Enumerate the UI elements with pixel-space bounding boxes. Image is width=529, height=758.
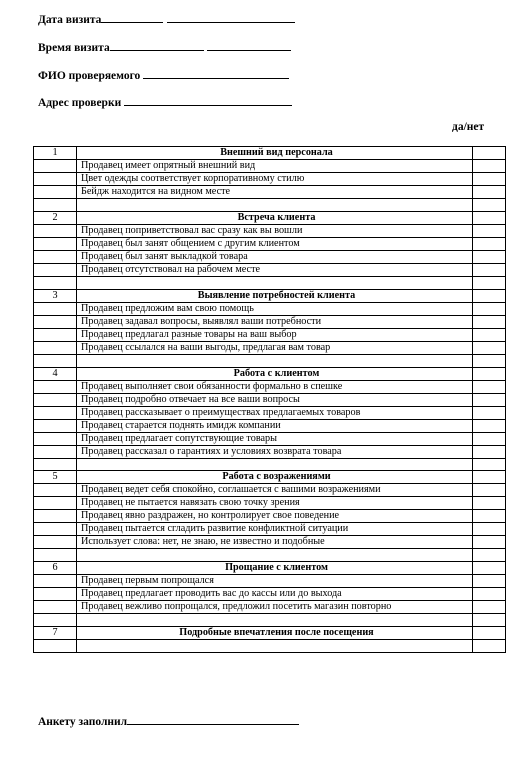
- number-cell: [34, 510, 77, 523]
- checklist-item-row: [34, 601, 506, 614]
- checklist-table: [33, 146, 506, 653]
- answer-cell[interactable]: [473, 237, 506, 250]
- checklist-item: Продавец предложим вам свою помощь: [77, 302, 473, 315]
- visit-date-label: Дата визита: [38, 14, 102, 26]
- filled-by-row: [38, 712, 299, 728]
- spacer-row: [34, 458, 506, 471]
- spacer-row: [34, 549, 506, 562]
- spacer-row: [34, 199, 506, 212]
- checklist-item-row: [34, 497, 506, 510]
- spacer-cell: [77, 614, 473, 627]
- answer-cell[interactable]: [473, 406, 506, 419]
- number-cell: [34, 536, 77, 549]
- checklist-item: Продавец не пытается навязать свою точку зрения: [77, 497, 473, 510]
- answer-cell[interactable]: [473, 186, 506, 199]
- section-title: Подробные впечатления после посещения: [77, 627, 473, 640]
- visit-date-row: [38, 10, 295, 26]
- spacer-cell: [34, 354, 77, 367]
- checklist-item: Продавец пытается сгладить развитие конфликтной ситуации: [77, 523, 473, 536]
- visit-time-field-extra[interactable]: [207, 38, 291, 51]
- number-cell: [34, 432, 77, 445]
- spacer-cell: [473, 354, 506, 367]
- checklist-item-row: [34, 484, 506, 497]
- number-cell: [34, 224, 77, 237]
- checklist-item: Продавец задавал вопросы, выявлял ваши потребности: [77, 315, 473, 328]
- visit-time-label: Время визита: [38, 42, 110, 54]
- answer-cell[interactable]: [473, 263, 506, 276]
- visit-time-row: [38, 38, 291, 54]
- inspection-address-row: [38, 93, 292, 109]
- answer-cell[interactable]: [473, 575, 506, 588]
- checklist-item: Продавец подробно отвечает на все ваши вопросы: [77, 393, 473, 406]
- checklist-item: Использует слова: нет, не знаю, не известно и подобные: [77, 536, 473, 549]
- section-number: 7: [34, 627, 77, 640]
- number-cell: [34, 497, 77, 510]
- spacer-cell: [473, 199, 506, 212]
- number-cell: [34, 250, 77, 263]
- checklist-item-row: [34, 224, 506, 237]
- checklist-item: Продавец был занят общением с другим клиентом: [77, 237, 473, 250]
- checklist-item: Продавец явно раздражен, но контролирует свое поведение: [77, 510, 473, 523]
- checklist-item: Продавец ссылался на ваши выгоды, предлагая вам товар: [77, 341, 473, 354]
- number-cell: [34, 237, 77, 250]
- checklist-item-row: [34, 510, 506, 523]
- checklist-item-row: [34, 536, 506, 549]
- checklist-item: Продавец выполняет свои обязанности формально в спешке: [77, 380, 473, 393]
- section-header-row: [34, 471, 506, 484]
- checklist-item-row: [34, 588, 506, 601]
- number-cell: [34, 263, 77, 276]
- answer-cell[interactable]: [473, 211, 506, 224]
- number-cell: [34, 588, 77, 601]
- spacer-cell: [34, 614, 77, 627]
- answer-cell[interactable]: [473, 510, 506, 523]
- spacer-row: [34, 614, 506, 627]
- checklist-item: Продавец рассказал о гарантиях и условиях возврата товара: [77, 445, 473, 458]
- number-cell: [34, 575, 77, 588]
- checklist-item-row: [34, 523, 506, 536]
- section-number: 3: [34, 289, 77, 302]
- spacer-row: [34, 276, 506, 289]
- answer-cell[interactable]: [473, 328, 506, 341]
- answer-cell[interactable]: [473, 484, 506, 497]
- number-cell: [34, 484, 77, 497]
- yes-no-header: да/нет: [452, 121, 485, 133]
- section-header-row: [34, 147, 506, 160]
- number-cell: [34, 393, 77, 406]
- checklist-item: Продавец предлагал разные товары на ваш выбор: [77, 328, 473, 341]
- section-header-row: [34, 627, 506, 640]
- answer-cell[interactable]: [473, 419, 506, 432]
- checklist-item-row: [34, 640, 506, 653]
- number-cell: [34, 160, 77, 173]
- section-title: Выявление потребностей клиента: [77, 289, 473, 302]
- inspection-address-field[interactable]: [124, 93, 292, 106]
- answer-cell[interactable]: [473, 160, 506, 173]
- spacer-cell: [77, 199, 473, 212]
- number-cell: [34, 640, 77, 653]
- section-header-row: [34, 562, 506, 575]
- checklist-item-row: [34, 341, 506, 354]
- checklist-item-row: [34, 445, 506, 458]
- filled-by-field[interactable]: [127, 712, 299, 725]
- checklist-item: Продавец ведет себя спокойно, соглашается с вашими возражениями: [77, 484, 473, 497]
- spacer-cell: [77, 276, 473, 289]
- number-cell: [34, 341, 77, 354]
- number-cell: [34, 173, 77, 186]
- spacer-cell: [473, 458, 506, 471]
- spacer-cell: [34, 549, 77, 562]
- answer-cell[interactable]: [473, 471, 506, 484]
- section-title: Работа с клиентом: [77, 367, 473, 380]
- spacer-cell: [77, 458, 473, 471]
- answer-cell[interactable]: [473, 380, 506, 393]
- number-cell: [34, 601, 77, 614]
- checklist-item: Продавец имеет опрятный внешний вид: [77, 160, 473, 173]
- checklist-item-row: [34, 263, 506, 276]
- answer-cell[interactable]: [473, 562, 506, 575]
- checklist-item-row: [34, 160, 506, 173]
- section-header-row: [34, 289, 506, 302]
- checklist-item-row: [34, 419, 506, 432]
- inspected-fio-field[interactable]: [143, 66, 289, 79]
- answer-cell[interactable]: [473, 393, 506, 406]
- answer-cell[interactable]: [473, 588, 506, 601]
- number-cell: [34, 302, 77, 315]
- checklist-item: [77, 640, 473, 653]
- checklist-item-row: [34, 380, 506, 393]
- number-cell: [34, 186, 77, 199]
- number-cell: [34, 419, 77, 432]
- section-title: Работа с возражениями: [77, 471, 473, 484]
- inspection-address-label: Адрес проверки: [38, 97, 122, 109]
- number-cell: [34, 406, 77, 419]
- answer-cell[interactable]: [473, 173, 506, 186]
- spacer-cell: [77, 549, 473, 562]
- filled-by-label: Анкету заполнил: [38, 716, 128, 728]
- section-title: Встреча клиента: [77, 211, 473, 224]
- checklist-item: Продавец предлагает проводить вас до кассы или до выхода: [77, 588, 473, 601]
- spacer-row: [34, 354, 506, 367]
- answer-cell[interactable]: [473, 341, 506, 354]
- checklist-item-row: [34, 575, 506, 588]
- answer-cell[interactable]: [473, 445, 506, 458]
- checklist-item: Продавец поприветствовал вас сразу как вы вошли: [77, 224, 473, 237]
- visit-time-field[interactable]: [110, 38, 204, 51]
- checklist-item-row: [34, 315, 506, 328]
- spacer-cell: [34, 199, 77, 212]
- number-cell: [34, 328, 77, 341]
- answer-cell[interactable]: [473, 224, 506, 237]
- section-number: 6: [34, 562, 77, 575]
- spacer-cell: [473, 276, 506, 289]
- section-number: 1: [34, 147, 77, 160]
- checklist-item-row: [34, 186, 506, 199]
- number-cell: [34, 380, 77, 393]
- checklist-item-row: [34, 406, 506, 419]
- answer-cell[interactable]: [473, 497, 506, 510]
- checklist-item: Цвет одежды соответствует корпоративному стилю: [77, 173, 473, 186]
- visit-date-field[interactable]: [101, 10, 163, 23]
- inspected-fio-label: ФИО проверяемого: [38, 70, 141, 82]
- answer-cell[interactable]: [473, 367, 506, 380]
- answer-cell[interactable]: [473, 315, 506, 328]
- checklist-item: Продавец отсутствовал на рабочем месте: [77, 263, 473, 276]
- answer-cell[interactable]: [473, 289, 506, 302]
- section-header-row: [34, 367, 506, 380]
- answer-cell[interactable]: [473, 640, 506, 653]
- visit-date-field-extra[interactable]: [167, 10, 295, 23]
- section-header-row: [34, 211, 506, 224]
- checklist-item: Бейдж находится на видном месте: [77, 186, 473, 199]
- checklist-item-row: [34, 237, 506, 250]
- checklist-item-row: [34, 173, 506, 186]
- section-title: Прощание с клиентом: [77, 562, 473, 575]
- spacer-cell: [34, 276, 77, 289]
- checklist-item: Продавец рассказывает о преимуществах предлагаемых товаров: [77, 406, 473, 419]
- inspected-fio-row: [38, 66, 289, 82]
- section-number: 2: [34, 211, 77, 224]
- spacer-cell: [473, 549, 506, 562]
- spacer-cell: [473, 614, 506, 627]
- checklist-item: Продавец старается поднять имидж компании: [77, 419, 473, 432]
- checklist-item-row: [34, 432, 506, 445]
- section-number: 5: [34, 471, 77, 484]
- answer-cell[interactable]: [473, 523, 506, 536]
- answer-cell[interactable]: [473, 302, 506, 315]
- checklist-item: Продавец вежливо попрощался, предложил посетить магазин повторно: [77, 601, 473, 614]
- section-title: Внешний вид персонала: [77, 147, 473, 160]
- checklist-item: Продавец был занят выкладкой товара: [77, 250, 473, 263]
- number-cell: [34, 315, 77, 328]
- section-number: 4: [34, 367, 77, 380]
- checklist-item-row: [34, 250, 506, 263]
- answer-cell[interactable]: [473, 147, 506, 160]
- spacer-cell: [77, 354, 473, 367]
- checklist-item-row: [34, 302, 506, 315]
- checklist-item-row: [34, 328, 506, 341]
- checklist-item: Продавец первым попрощался: [77, 575, 473, 588]
- answer-cell[interactable]: [473, 432, 506, 445]
- checklist-item-row: [34, 393, 506, 406]
- answer-cell[interactable]: [473, 627, 506, 640]
- answer-cell[interactable]: [473, 536, 506, 549]
- checklist-item: Продавец предлагает сопутствующие товары: [77, 432, 473, 445]
- spacer-cell: [34, 458, 77, 471]
- answer-cell[interactable]: [473, 250, 506, 263]
- number-cell: [34, 445, 77, 458]
- number-cell: [34, 523, 77, 536]
- answer-cell[interactable]: [473, 601, 506, 614]
